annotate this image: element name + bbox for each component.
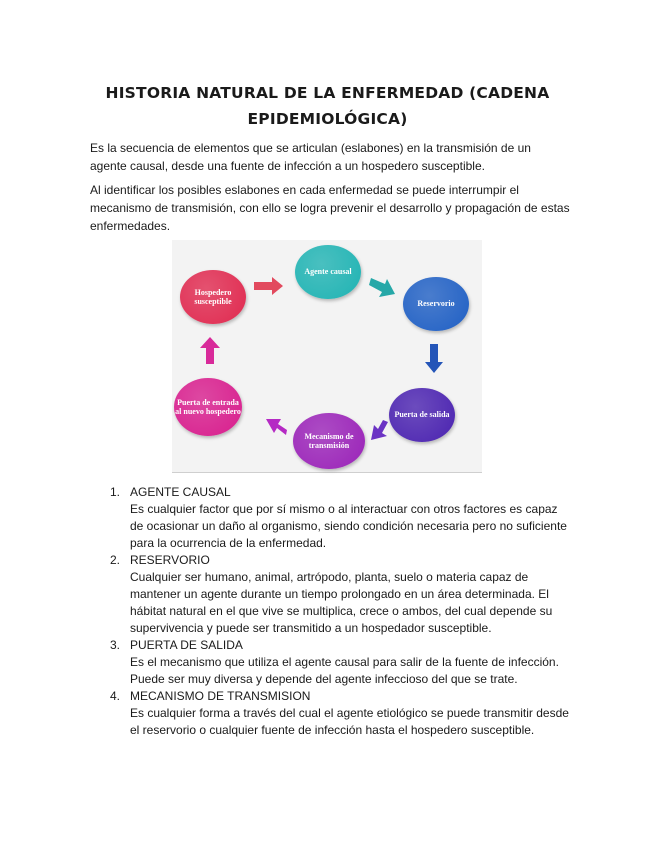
list-number: 2. (110, 553, 121, 567)
node-puerta-de-entrada: Puerta de entrada al nuevo hospedero (174, 378, 242, 436)
list-description: Es el mecanismo que utiliza el agente causal para salir de la fuente de infección. Puede ser muy diversa y depende del agente infeccioso del que se trate. (130, 655, 559, 686)
node-mecanismo-de-transmision: Mecanismo de transmisión (293, 413, 365, 469)
list-description: Es cualquier factor que por sí mismo o al interactuar con otros factores es capaz de ocasionar un daño al organismo, siendo condición necesaria pero no suficiente para la ocurrencia de la enfermedad. (130, 502, 567, 550)
list-item (110, 688, 570, 739)
node-puerta-de-salida: Puerta de salida (389, 388, 455, 442)
arrow-down-icon (424, 344, 444, 374)
list-item (110, 552, 570, 637)
interruption-paragraph: Al identificar los posibles eslabones en cada enfermedad se puede interrumpir el mecanismo de transmisión, con ello se logra prevenir el desarrollo y propagación de estas enfermedades. (90, 183, 570, 233)
list-heading: AGENTE CAUSAL (130, 485, 231, 499)
title-line-2: EPIDEMIOLÓGICA) (247, 110, 408, 128)
arrow-hospedero-to-agente (254, 277, 283, 295)
epidemiological-chain-diagram (172, 240, 482, 473)
node-hospedero-susceptible: Hospedero susceptible (180, 270, 246, 324)
list-heading: PUERTA DE SALIDA (130, 638, 243, 652)
arrow-down-right-icon (369, 276, 397, 300)
title-line-1: HISTORIA NATURAL DE LA ENFERMEDAD (CADENA (105, 84, 550, 102)
arrow-reservorio-to-salida (425, 344, 443, 373)
list-description: Cualquier ser humano, animal, artrópodo, planta, suelo o materia capaz de mantener un agente durante un tiempo prolongado en un área determinada. El hábitat natural en el que vive se multiplica, crece o ambos, del cual depende su supervivencia y puede ser transmitido a un hospedador susceptible. (130, 570, 553, 635)
arrow-down-left-icon (368, 420, 390, 442)
arrow-salida-to-mecanismo (371, 420, 388, 440)
arrow-entrada-to-hospedero (200, 337, 220, 364)
list-heading: RESERVORIO (130, 553, 210, 567)
list-number: 4. (110, 689, 121, 703)
arrow-right-icon (254, 276, 284, 296)
node-reservorio: Reservorio (403, 277, 469, 331)
intro-paragraph: Es la secuencia de elementos que se articulan (eslabones) en la transmisión de un agente causal, desde una fuente de infección a un hospedero susceptible. (90, 141, 531, 173)
chain-elements-list (110, 484, 570, 739)
list-description: Es cualquier forma a través del cual el agente etiológico se puede transmitir desde el reservorio o cualquier fuente de infección hasta el hospedero susceptible. (130, 706, 569, 737)
arrow-agente-to-reservorio (369, 278, 395, 297)
node-agente-causal: Agente causal (295, 245, 361, 299)
list-item (110, 637, 570, 688)
arrow-up-icon (199, 337, 221, 365)
arrow-up-left-icon (264, 417, 288, 439)
document-title (90, 80, 565, 132)
list-item (110, 484, 570, 552)
list-number: 3. (110, 638, 121, 652)
arrow-mecanismo-to-entrada (266, 419, 287, 435)
list-heading: MECANISMO DE TRANSMISION (130, 689, 311, 703)
list-number: 1. (110, 485, 121, 499)
